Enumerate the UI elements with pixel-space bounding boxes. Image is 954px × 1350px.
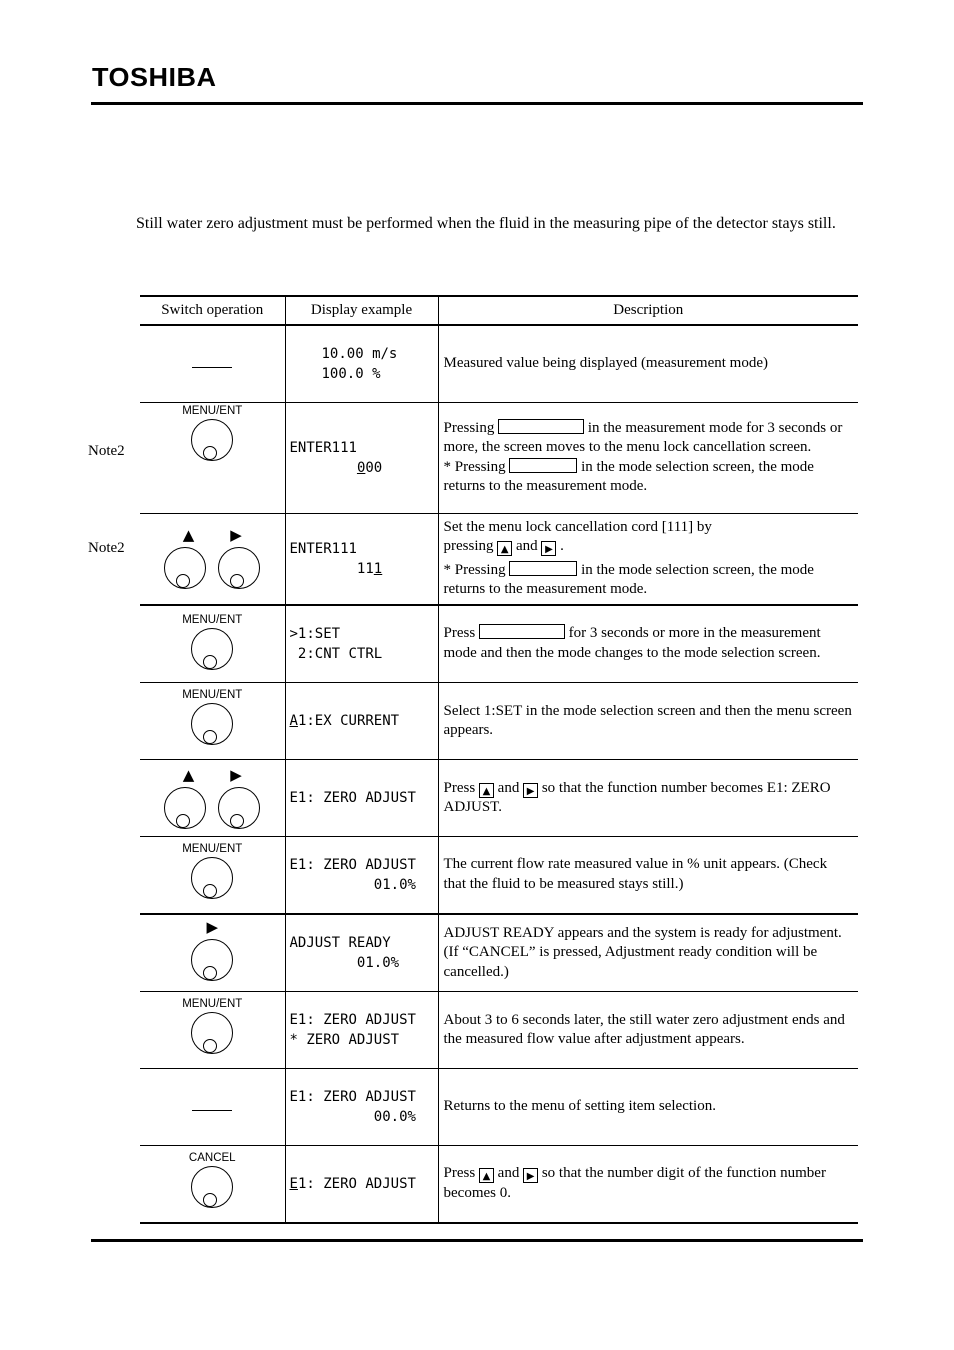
right-key-icon: ▶ bbox=[523, 1168, 538, 1183]
switch-cell bbox=[140, 513, 285, 605]
display-cell: ENTER111 000 bbox=[285, 402, 438, 513]
description-cell: Measured value being displayed (measurement mode) bbox=[438, 325, 858, 402]
switch-cell bbox=[140, 605, 285, 683]
right-key-icon: ▶ bbox=[541, 541, 556, 556]
display-cell: ADJUST READY 01.0% bbox=[285, 914, 438, 992]
operation-table bbox=[140, 295, 858, 1224]
footer-rule bbox=[91, 1239, 863, 1242]
button-label: MENU/ENT bbox=[182, 843, 243, 855]
table-row bbox=[140, 1146, 858, 1223]
header-description: Description bbox=[438, 296, 858, 325]
menu-ent-knob-icon bbox=[191, 703, 233, 745]
note-label: Note2 bbox=[88, 540, 125, 556]
button-label: CANCEL bbox=[188, 1152, 236, 1164]
table-row bbox=[140, 1069, 858, 1146]
description-cell: Pressing in the measurement mode for 3 seconds or more, the screen moves to the menu lock cancellation screen. * Pressing in the mode selection screen, the mode returns to the measurement mode. bbox=[438, 402, 858, 513]
no-operation-dash bbox=[192, 367, 232, 368]
up-arrow-icon: ▲ bbox=[182, 765, 195, 784]
description-cell: Press ▲ and ▶ so that the function number becomes E1: ZERO ADJUST. bbox=[438, 760, 858, 837]
table-row bbox=[140, 325, 858, 402]
switch-cell bbox=[140, 325, 285, 402]
intro-paragraph: Still water zero adjustment must be performed when the fluid in the measuring pipe of the detector stays still. bbox=[136, 215, 836, 232]
table-row bbox=[140, 837, 858, 914]
display-cell: E1: ZERO ADJUST 00.0% bbox=[285, 1069, 438, 1146]
no-operation-dash bbox=[192, 1110, 232, 1111]
display-cell: E1: ZERO ADJUST bbox=[285, 1146, 438, 1223]
toshiba-logo: TOSHIBA bbox=[92, 63, 217, 92]
header-display-example: Display example bbox=[285, 296, 438, 325]
display-cell: E1: ZERO ADJUST * ZERO ADJUST bbox=[285, 992, 438, 1069]
button-label: MENU/ENT bbox=[182, 613, 243, 626]
description-cell: Set the menu lock cancellation cord [111] by pressing ▲ and ▶ . * Pressing in the mode selection screen, the mode returns to the measurement mode. bbox=[438, 513, 858, 605]
key-box bbox=[509, 561, 577, 576]
table-row bbox=[140, 513, 858, 605]
display-cell: 10.00 m/s 100.0 % bbox=[285, 325, 438, 402]
description-cell: Returns to the menu of setting item selection. bbox=[438, 1069, 858, 1146]
display-cell: ENTER111 111 bbox=[285, 513, 438, 605]
right-knob-icon bbox=[218, 547, 260, 589]
note-label: Note2 bbox=[88, 443, 125, 459]
button-label: MENU/ENT bbox=[182, 404, 243, 417]
right-arrow-icon: ▶ bbox=[206, 917, 219, 936]
menu-ent-knob-icon bbox=[191, 857, 233, 899]
button-label: MENU/ENT bbox=[182, 689, 243, 701]
table-row bbox=[140, 402, 858, 513]
up-key-icon: ▲ bbox=[497, 541, 512, 556]
switch-cell bbox=[140, 992, 285, 1069]
switch-cell bbox=[140, 760, 285, 837]
up-key-icon: ▲ bbox=[479, 783, 494, 798]
menu-ent-knob-icon bbox=[191, 628, 233, 670]
switch-cell bbox=[140, 914, 285, 992]
table-header-row bbox=[140, 296, 858, 325]
display-cell: E1: ZERO ADJUST bbox=[285, 760, 438, 837]
right-arrow-icon: ▶ bbox=[230, 765, 242, 784]
switch-cell bbox=[140, 1069, 285, 1146]
right-knob-icon bbox=[218, 787, 260, 829]
right-knob-icon bbox=[191, 939, 233, 981]
table-row bbox=[140, 605, 858, 683]
switch-cell bbox=[140, 683, 285, 760]
key-box bbox=[509, 458, 577, 473]
right-arrow-icon: ▶ bbox=[230, 526, 242, 544]
menu-ent-knob-icon bbox=[191, 1012, 233, 1054]
switch-cell bbox=[140, 402, 285, 513]
description-cell: Select 1:SET in the mode selection screen and then the menu screen appears. bbox=[438, 683, 858, 760]
display-cell: A1:EX CURRENT bbox=[285, 683, 438, 760]
display-cell: E1: ZERO ADJUST 01.0% bbox=[285, 837, 438, 914]
switch-cell bbox=[140, 837, 285, 914]
display-cell: >1:SET 2:CNT CTRL bbox=[285, 605, 438, 683]
table-row bbox=[140, 760, 858, 837]
table-row bbox=[140, 683, 858, 760]
cancel-knob-icon bbox=[191, 1166, 233, 1208]
right-key-icon: ▶ bbox=[523, 783, 538, 798]
menu-ent-knob-icon bbox=[191, 419, 233, 461]
table-row bbox=[140, 992, 858, 1069]
switch-cell bbox=[140, 1146, 285, 1223]
table-row bbox=[140, 914, 858, 992]
description-cell: The current flow rate measured value in % unit appears. (Check that the fluid to be measured stays still.) bbox=[438, 837, 858, 914]
description-cell: Press ▲ and ▶ so that the number digit of the function number becomes 0. bbox=[438, 1146, 858, 1223]
key-box bbox=[498, 419, 584, 434]
button-label: MENU/ENT bbox=[182, 998, 243, 1010]
description-cell: Press for 3 seconds or more in the measurement mode and then the mode changes to the mode selection screen. bbox=[438, 605, 858, 683]
up-knob-icon bbox=[164, 547, 206, 589]
up-arrow-icon: ▲ bbox=[182, 526, 195, 544]
header-switch-operation: Switch operation bbox=[161, 302, 264, 318]
description-cell: About 3 to 6 seconds later, the still water zero adjustment ends and the measured flow value after adjustment appears. bbox=[438, 992, 858, 1069]
up-key-icon: ▲ bbox=[479, 1168, 494, 1183]
header-rule bbox=[91, 102, 863, 105]
up-knob-icon bbox=[164, 787, 206, 829]
key-box bbox=[479, 624, 565, 639]
description-cell: ADJUST READY appears and the system is ready for adjustment. (If “CANCEL” is pressed, Adjustment ready condition will be cancelled.) bbox=[438, 914, 858, 992]
